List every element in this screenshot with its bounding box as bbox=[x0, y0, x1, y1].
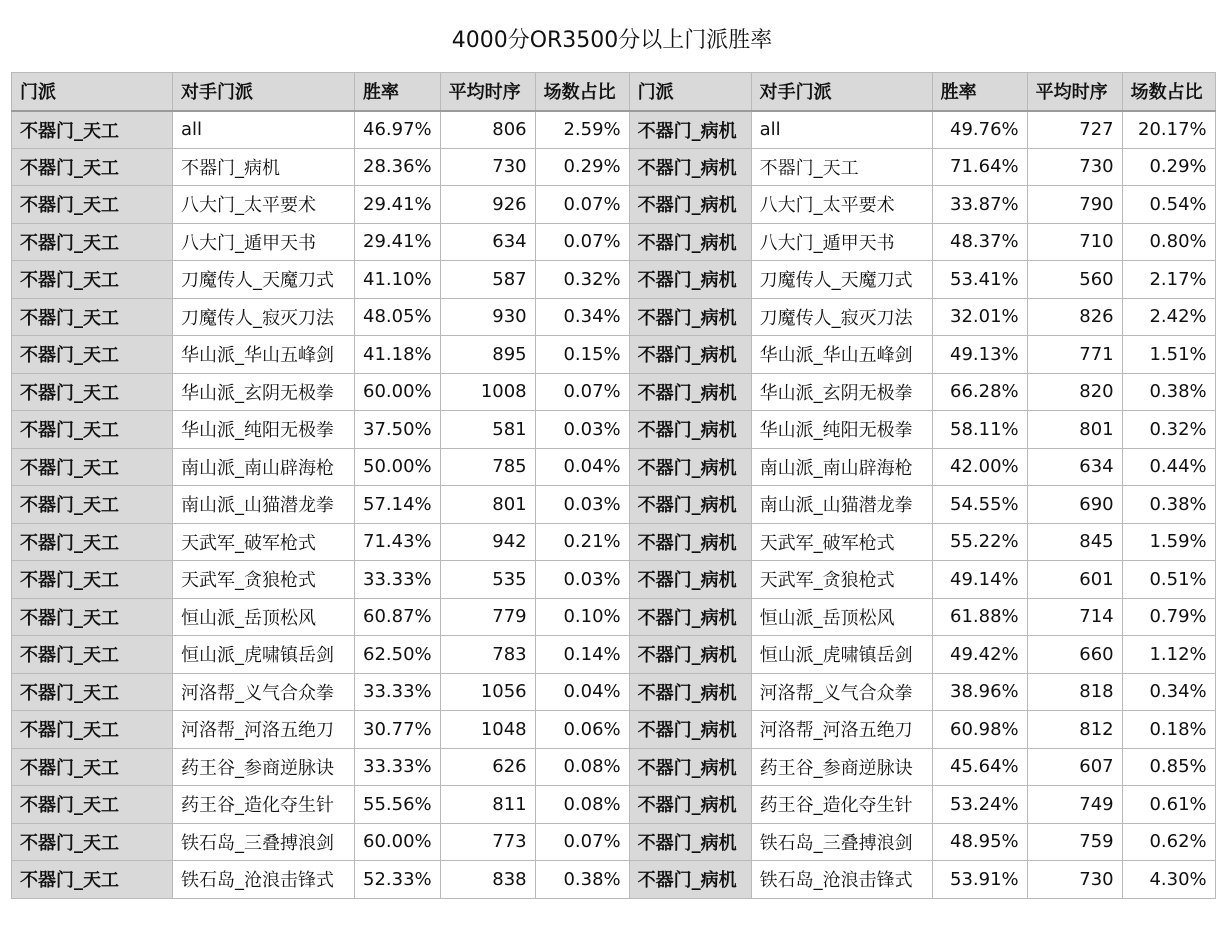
match-share-cell: 0.85% bbox=[1122, 748, 1215, 786]
winrate-cell: 62.50% bbox=[355, 636, 441, 674]
opponent-cell: all bbox=[751, 111, 932, 149]
match-share-cell: 0.32% bbox=[1122, 411, 1215, 449]
opponent-cell: 刀魔传人_寂灭刀法 bbox=[751, 298, 932, 336]
sect-cell: 不器门_天工 bbox=[12, 261, 173, 299]
opponent-cell: 药王谷_造化夺生针 bbox=[751, 786, 932, 824]
match-share-cell: 0.07% bbox=[535, 186, 629, 224]
sect-cell: 不器门_病机 bbox=[629, 411, 751, 449]
winrate-cell: 37.50% bbox=[355, 411, 441, 449]
match-share-cell: 0.38% bbox=[1122, 486, 1215, 524]
opponent-cell: 天武军_破军枪式 bbox=[173, 523, 355, 561]
opponent-cell: 华山派_华山五峰剑 bbox=[173, 336, 355, 374]
sect-cell: 不器门_病机 bbox=[629, 486, 751, 524]
winrate-cell: 55.22% bbox=[932, 523, 1027, 561]
opponent-header: 对手门派 bbox=[173, 73, 355, 111]
match-share-cell: 0.61% bbox=[1122, 786, 1215, 824]
match-share-cell: 0.79% bbox=[1122, 598, 1215, 636]
table-row bbox=[12, 673, 1216, 711]
match-share-cell: 0.04% bbox=[535, 673, 629, 711]
opponent-cell: 华山派_华山五峰剑 bbox=[751, 336, 932, 374]
avg-time-cell: 820 bbox=[1027, 373, 1122, 411]
avg-time-cell: 783 bbox=[440, 636, 535, 674]
opponent-cell: 八大门_太平要术 bbox=[751, 186, 932, 224]
winrate-cell: 30.77% bbox=[355, 711, 441, 749]
match-share-cell: 0.03% bbox=[535, 561, 629, 599]
avg-time-cell: 811 bbox=[440, 786, 535, 824]
opponent-cell: 铁石岛_三叠搏浪剑 bbox=[751, 823, 932, 861]
sect-cell: 不器门_天工 bbox=[12, 786, 173, 824]
avg-time-cell: 895 bbox=[440, 336, 535, 374]
table-row bbox=[12, 823, 1216, 861]
match-share-cell: 1.12% bbox=[1122, 636, 1215, 674]
match-share-cell: 0.38% bbox=[1122, 373, 1215, 411]
header-row bbox=[12, 73, 1216, 111]
avg-time-cell: 581 bbox=[440, 411, 535, 449]
sect-cell: 不器门_天工 bbox=[12, 636, 173, 674]
opponent-cell: 南山派_山猫潜龙拳 bbox=[751, 486, 932, 524]
match-share-header: 场数占比 bbox=[535, 73, 629, 111]
winrate-cell: 33.33% bbox=[355, 561, 441, 599]
avg-time-cell: 942 bbox=[440, 523, 535, 561]
sect-cell: 不器门_病机 bbox=[629, 448, 751, 486]
avg-time-header: 平均时序 bbox=[1027, 73, 1122, 111]
avg-time-cell: 749 bbox=[1027, 786, 1122, 824]
match-share-cell: 0.34% bbox=[1122, 673, 1215, 711]
winrate-cell: 55.56% bbox=[355, 786, 441, 824]
opponent-cell: 八大门_遁甲天书 bbox=[173, 223, 355, 261]
avg-time-cell: 801 bbox=[1027, 411, 1122, 449]
table-row bbox=[12, 561, 1216, 599]
avg-time-cell: 560 bbox=[1027, 261, 1122, 299]
winrate-cell: 48.37% bbox=[932, 223, 1027, 261]
opponent-cell: 恒山派_虎啸镇岳剑 bbox=[751, 636, 932, 674]
sect-cell: 不器门_病机 bbox=[629, 636, 751, 674]
sect-cell: 不器门_病机 bbox=[629, 111, 751, 149]
match-share-cell: 1.59% bbox=[1122, 523, 1215, 561]
avg-time-cell: 690 bbox=[1027, 486, 1122, 524]
page-title: 4000分OR3500分以上门派胜率 bbox=[451, 28, 773, 53]
sect-cell: 不器门_病机 bbox=[629, 373, 751, 411]
opponent-cell: 不器门_病机 bbox=[173, 148, 355, 186]
match-share-cell: 0.03% bbox=[535, 486, 629, 524]
sect-header: 门派 bbox=[629, 73, 751, 111]
match-share-cell: 0.06% bbox=[535, 711, 629, 749]
avg-time-cell: 587 bbox=[440, 261, 535, 299]
sect-cell: 不器门_天工 bbox=[12, 411, 173, 449]
sect-cell: 不器门_病机 bbox=[629, 561, 751, 599]
winrate-cell: 54.55% bbox=[932, 486, 1027, 524]
sect-cell: 不器门_天工 bbox=[12, 186, 173, 224]
table-row bbox=[12, 298, 1216, 336]
winrate-table bbox=[11, 72, 1216, 899]
opponent-cell: 药王谷_参商逆脉诀 bbox=[173, 748, 355, 786]
opponent-cell: 八大门_太平要术 bbox=[173, 186, 355, 224]
avg-time-cell: 535 bbox=[440, 561, 535, 599]
sect-cell: 不器门_天工 bbox=[12, 486, 173, 524]
sect-cell: 不器门_病机 bbox=[629, 786, 751, 824]
match-share-cell: 20.17% bbox=[1122, 111, 1215, 149]
match-share-cell: 0.44% bbox=[1122, 448, 1215, 486]
winrate-cell: 58.11% bbox=[932, 411, 1027, 449]
avg-time-cell: 714 bbox=[1027, 598, 1122, 636]
opponent-cell: 天武军_贪狼枪式 bbox=[173, 561, 355, 599]
winrate-cell: 45.64% bbox=[932, 748, 1027, 786]
table-row bbox=[12, 711, 1216, 749]
match-share-cell: 0.38% bbox=[535, 861, 629, 899]
winrate-cell: 28.36% bbox=[355, 148, 441, 186]
sect-cell: 不器门_病机 bbox=[629, 711, 751, 749]
avg-time-cell: 826 bbox=[1027, 298, 1122, 336]
opponent-cell: 药王谷_参商逆脉诀 bbox=[751, 748, 932, 786]
sect-cell: 不器门_病机 bbox=[629, 186, 751, 224]
winrate-cell: 41.18% bbox=[355, 336, 441, 374]
opponent-cell: 刀魔传人_天魔刀式 bbox=[173, 261, 355, 299]
sect-cell: 不器门_病机 bbox=[629, 148, 751, 186]
opponent-cell: 铁石岛_沧浪击锋式 bbox=[173, 861, 355, 899]
opponent-cell: 刀魔传人_天魔刀式 bbox=[751, 261, 932, 299]
table-row bbox=[12, 786, 1216, 824]
sect-cell: 不器门_病机 bbox=[629, 261, 751, 299]
match-share-cell: 0.04% bbox=[535, 448, 629, 486]
match-share-cell: 0.29% bbox=[535, 148, 629, 186]
table-row bbox=[12, 486, 1216, 524]
opponent-cell: 恒山派_岳顶松风 bbox=[751, 598, 932, 636]
opponent-cell: 恒山派_虎啸镇岳剑 bbox=[173, 636, 355, 674]
match-share-cell: 0.08% bbox=[535, 786, 629, 824]
match-share-cell: 0.21% bbox=[535, 523, 629, 561]
opponent-cell: all bbox=[173, 111, 355, 149]
sect-cell: 不器门_病机 bbox=[629, 823, 751, 861]
match-share-cell: 0.07% bbox=[535, 373, 629, 411]
avg-time-cell: 607 bbox=[1027, 748, 1122, 786]
winrate-cell: 48.95% bbox=[932, 823, 1027, 861]
winrate-cell: 33.87% bbox=[932, 186, 1027, 224]
winrate-header: 胜率 bbox=[355, 73, 441, 111]
winrate-cell: 49.13% bbox=[932, 336, 1027, 374]
avg-time-cell: 926 bbox=[440, 186, 535, 224]
avg-time-cell: 601 bbox=[1027, 561, 1122, 599]
avg-time-cell: 779 bbox=[440, 598, 535, 636]
match-share-cell: 2.59% bbox=[535, 111, 629, 149]
avg-time-cell: 818 bbox=[1027, 673, 1122, 711]
table-row bbox=[12, 448, 1216, 486]
sect-cell: 不器门_病机 bbox=[629, 336, 751, 374]
winrate-cell: 52.33% bbox=[355, 861, 441, 899]
opponent-cell: 河洛帮_义气合众拳 bbox=[751, 673, 932, 711]
winrate-cell: 60.00% bbox=[355, 823, 441, 861]
avg-time-cell: 1056 bbox=[440, 673, 535, 711]
avg-time-cell: 1048 bbox=[440, 711, 535, 749]
sect-cell: 不器门_病机 bbox=[629, 523, 751, 561]
sect-cell: 不器门_病机 bbox=[629, 673, 751, 711]
winrate-cell: 60.98% bbox=[932, 711, 1027, 749]
avg-time-cell: 1008 bbox=[440, 373, 535, 411]
match-share-cell: 4.30% bbox=[1122, 861, 1215, 899]
sect-cell: 不器门_天工 bbox=[12, 748, 173, 786]
winrate-cell: 38.96% bbox=[932, 673, 1027, 711]
sect-cell: 不器门_天工 bbox=[12, 598, 173, 636]
opponent-cell: 铁石岛_沧浪击锋式 bbox=[751, 861, 932, 899]
avg-time-cell: 806 bbox=[440, 111, 535, 149]
opponent-cell: 药王谷_造化夺生针 bbox=[173, 786, 355, 824]
table-row bbox=[12, 411, 1216, 449]
winrate-cell: 66.28% bbox=[932, 373, 1027, 411]
winrate-cell: 29.41% bbox=[355, 223, 441, 261]
sect-cell: 不器门_天工 bbox=[12, 448, 173, 486]
winrate-cell: 61.88% bbox=[932, 598, 1027, 636]
opponent-cell: 河洛帮_义气合众拳 bbox=[173, 673, 355, 711]
match-share-cell: 0.18% bbox=[1122, 711, 1215, 749]
match-share-cell: 0.03% bbox=[535, 411, 629, 449]
winrate-cell: 71.64% bbox=[932, 148, 1027, 186]
winrate-cell: 60.00% bbox=[355, 373, 441, 411]
sect-cell: 不器门_病机 bbox=[629, 748, 751, 786]
opponent-cell: 刀魔传人_寂灭刀法 bbox=[173, 298, 355, 336]
match-share-cell: 1.51% bbox=[1122, 336, 1215, 374]
winrate-cell: 49.14% bbox=[932, 561, 1027, 599]
table-row bbox=[12, 336, 1216, 374]
sect-cell: 不器门_天工 bbox=[12, 223, 173, 261]
winrate-cell: 49.76% bbox=[932, 111, 1027, 149]
table-row bbox=[12, 186, 1216, 224]
match-share-cell: 2.17% bbox=[1122, 261, 1215, 299]
opponent-cell: 华山派_玄阴无极拳 bbox=[751, 373, 932, 411]
avg-time-cell: 845 bbox=[1027, 523, 1122, 561]
sect-cell: 不器门_天工 bbox=[12, 111, 173, 149]
sect-cell: 不器门_天工 bbox=[12, 298, 173, 336]
match-share-cell: 0.15% bbox=[535, 336, 629, 374]
match-share-header: 场数占比 bbox=[1122, 73, 1215, 111]
table-row bbox=[12, 598, 1216, 636]
sect-cell: 不器门_天工 bbox=[12, 373, 173, 411]
opponent-cell: 河洛帮_河洛五绝刀 bbox=[751, 711, 932, 749]
match-share-cell: 0.08% bbox=[535, 748, 629, 786]
opponent-cell: 天武军_贪狼枪式 bbox=[751, 561, 932, 599]
table-row bbox=[12, 111, 1216, 149]
avg-time-cell: 838 bbox=[440, 861, 535, 899]
opponent-cell: 南山派_山猫潜龙拳 bbox=[173, 486, 355, 524]
sect-cell: 不器门_天工 bbox=[12, 673, 173, 711]
table-row bbox=[12, 373, 1216, 411]
opponent-cell: 河洛帮_河洛五绝刀 bbox=[173, 711, 355, 749]
sect-header: 门派 bbox=[12, 73, 173, 111]
avg-time-cell: 773 bbox=[440, 823, 535, 861]
opponent-cell: 天武军_破军枪式 bbox=[751, 523, 932, 561]
opponent-cell: 南山派_南山辟海枪 bbox=[751, 448, 932, 486]
winrate-cell: 29.41% bbox=[355, 186, 441, 224]
avg-time-cell: 710 bbox=[1027, 223, 1122, 261]
opponent-cell: 华山派_纯阳无极拳 bbox=[751, 411, 932, 449]
match-share-cell: 0.07% bbox=[535, 223, 629, 261]
match-share-cell: 0.80% bbox=[1122, 223, 1215, 261]
match-share-cell: 0.07% bbox=[535, 823, 629, 861]
winrate-cell: 33.33% bbox=[355, 673, 441, 711]
winrate-cell: 57.14% bbox=[355, 486, 441, 524]
avg-time-cell: 785 bbox=[440, 448, 535, 486]
sect-cell: 不器门_天工 bbox=[12, 711, 173, 749]
winrate-cell: 49.42% bbox=[932, 636, 1027, 674]
table-row bbox=[12, 861, 1216, 899]
table-row bbox=[12, 523, 1216, 561]
avg-time-cell: 930 bbox=[440, 298, 535, 336]
winrate-cell: 53.24% bbox=[932, 786, 1027, 824]
opponent-cell: 华山派_玄阴无极拳 bbox=[173, 373, 355, 411]
opponent-cell: 不器门_天工 bbox=[751, 148, 932, 186]
sect-cell: 不器门_天工 bbox=[12, 148, 173, 186]
opponent-cell: 恒山派_岳顶松风 bbox=[173, 598, 355, 636]
opponent-cell: 八大门_遁甲天书 bbox=[751, 223, 932, 261]
opponent-cell: 南山派_南山辟海枪 bbox=[173, 448, 355, 486]
winrate-cell: 41.10% bbox=[355, 261, 441, 299]
avg-time-header: 平均时序 bbox=[440, 73, 535, 111]
winrate-cell: 46.97% bbox=[355, 111, 441, 149]
opponent-header: 对手门派 bbox=[751, 73, 932, 111]
match-share-cell: 0.51% bbox=[1122, 561, 1215, 599]
match-share-cell: 0.14% bbox=[535, 636, 629, 674]
avg-time-cell: 801 bbox=[440, 486, 535, 524]
match-share-cell: 2.42% bbox=[1122, 298, 1215, 336]
winrate-cell: 53.91% bbox=[932, 861, 1027, 899]
avg-time-cell: 759 bbox=[1027, 823, 1122, 861]
avg-time-cell: 730 bbox=[1027, 148, 1122, 186]
winrate-cell: 32.01% bbox=[932, 298, 1027, 336]
sect-cell: 不器门_天工 bbox=[12, 561, 173, 599]
sect-cell: 不器门_天工 bbox=[12, 336, 173, 374]
sect-cell: 不器门_天工 bbox=[12, 823, 173, 861]
avg-time-cell: 727 bbox=[1027, 111, 1122, 149]
avg-time-cell: 660 bbox=[1027, 636, 1122, 674]
avg-time-cell: 730 bbox=[1027, 861, 1122, 899]
winrate-header: 胜率 bbox=[932, 73, 1027, 111]
match-share-cell: 0.62% bbox=[1122, 823, 1215, 861]
sect-cell: 不器门_天工 bbox=[12, 861, 173, 899]
sect-cell: 不器门_天工 bbox=[12, 523, 173, 561]
sect-cell: 不器门_病机 bbox=[629, 223, 751, 261]
table-row bbox=[12, 148, 1216, 186]
match-share-cell: 0.32% bbox=[535, 261, 629, 299]
table-body bbox=[12, 111, 1216, 899]
avg-time-cell: 730 bbox=[440, 148, 535, 186]
table-row bbox=[12, 636, 1216, 674]
sect-cell: 不器门_病机 bbox=[629, 861, 751, 899]
winrate-cell: 42.00% bbox=[932, 448, 1027, 486]
avg-time-cell: 626 bbox=[440, 748, 535, 786]
table-row bbox=[12, 223, 1216, 261]
table-row bbox=[12, 261, 1216, 299]
sect-cell: 不器门_病机 bbox=[629, 298, 751, 336]
avg-time-cell: 634 bbox=[1027, 448, 1122, 486]
avg-time-cell: 790 bbox=[1027, 186, 1122, 224]
avg-time-cell: 771 bbox=[1027, 336, 1122, 374]
avg-time-cell: 812 bbox=[1027, 711, 1122, 749]
table-row bbox=[12, 748, 1216, 786]
opponent-cell: 铁石岛_三叠搏浪剑 bbox=[173, 823, 355, 861]
match-share-cell: 0.10% bbox=[535, 598, 629, 636]
winrate-cell: 71.43% bbox=[355, 523, 441, 561]
match-share-cell: 0.54% bbox=[1122, 186, 1215, 224]
winrate-cell: 50.00% bbox=[355, 448, 441, 486]
winrate-cell: 53.41% bbox=[932, 261, 1027, 299]
winrate-cell: 60.87% bbox=[355, 598, 441, 636]
opponent-cell: 华山派_纯阳无极拳 bbox=[173, 411, 355, 449]
winrate-cell: 48.05% bbox=[355, 298, 441, 336]
sect-cell: 不器门_病机 bbox=[629, 598, 751, 636]
match-share-cell: 0.29% bbox=[1122, 148, 1215, 186]
avg-time-cell: 634 bbox=[440, 223, 535, 261]
match-share-cell: 0.34% bbox=[535, 298, 629, 336]
winrate-cell: 33.33% bbox=[355, 748, 441, 786]
